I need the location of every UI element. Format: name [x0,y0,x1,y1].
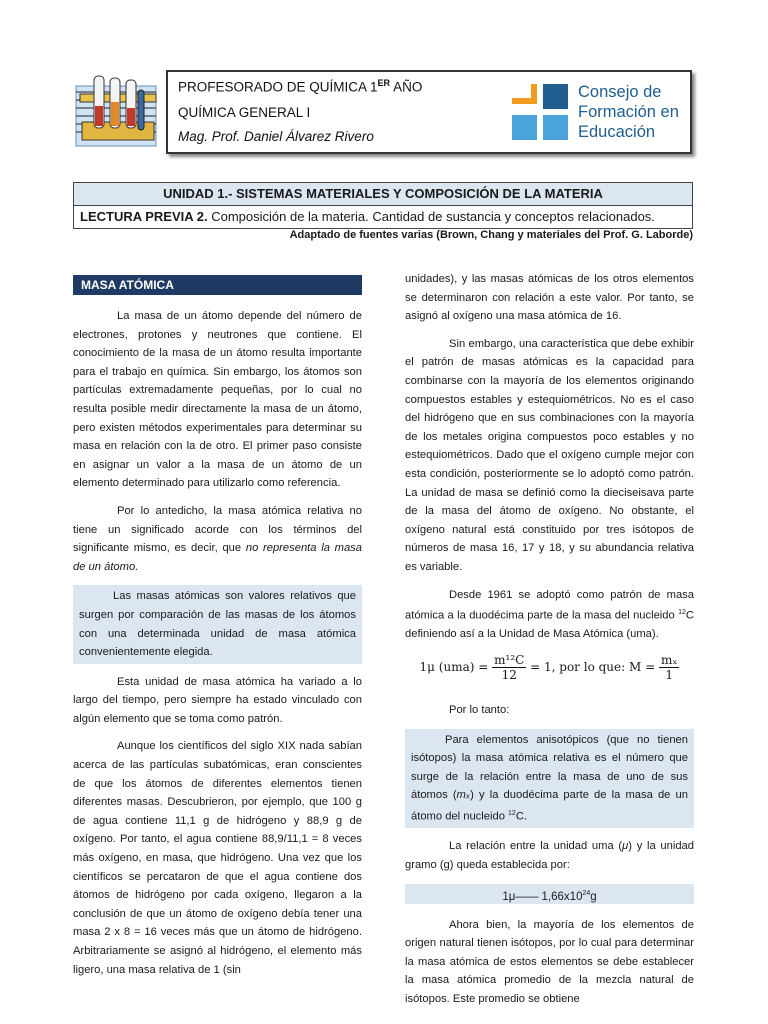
unit-title: UNIDAD 1.- SISTEMAS MATERIALES Y COMPOSICIÓN DE LA MATERIA [74,183,692,206]
uma-gram-equation: 1μ—— $1,66x10^{24}g$ [405,884,694,904]
source-note: Adaptado de fuentes varias (Brown, Chang y materiales del Prof. G. Laborde) [289,229,693,241]
paragraph: Por lo antedicho, la masa atómica relativa no tiene un significado acorde con los términos del significante mismo, es decir, que no representa la masa de un átomo. [73,504,362,573]
header-box [166,70,692,154]
cfe-logo [512,82,692,146]
callout-box: Las masas atómicas son valores relativos que surgen por comparación de las masas de los átomos con una determinada unidad de masa atómica convenientemente elegida. [73,585,362,663]
left-column [73,270,362,988]
course-title: PROFESORADO DE QUÍMICA 1ER AÑO [178,78,423,95]
professor-name: Mag. Prof. Daniel Álvarez Rivero [178,129,374,144]
cfe-logo-text: Consejo de Formación en Educación [578,83,679,141]
callout-box: Para elementos anisotópicos (que no tienen isótopos) la masa atómica relativa es el número que surge de la relación entre la masa de uno de sus átomos (mₓ) y la duodécima parte de la masa de un átomo del nucleido $^{12}$C. [405,729,694,829]
section-heading: MASA ATÓMICA [73,275,362,295]
paragraph: Ahora bien, la mayoría de los elementos de origen natural tienen isótopos, por lo cual para determinar la masa atómica de estos elementos se debe establecer la masa atómica promedio de la mezcla natural de isótopos. Este promedio se obtiene [405,918,694,1005]
title-table [73,182,693,229]
paragraph: Aunque los científicos del siglo XIX nada sabían acerca de las partículas subatómicas, eran conscientes de que los átomos de diferentes elementos tienen diferentes masas. Descubrieron, por ejemplo, que 100 g de agua contiene 11,1 g de hidrógeno y 88,9 g de oxígeno. Por tanto, el agua contiene 88,9/11,1 = 8 veces más oxígeno, en masa, que hidrógeno. Una vez que los científicos se percataron de que el agua contiene dos átomos de hidrógeno por cada oxígeno, llegaron a la conclusión de que un átomo de oxígeno debía tener una masa 2 x 8 = 16 veces más que un átomo de hidrógeno. Arbitrariamente se asignó al hidrógeno, el elemento más ligero, una masa relativa de 1 (sin [73,740,362,976]
paragraph: Sin embargo, una característica que debe exhibir el patrón de masas atómicas es la capacidad para combinarse con la mayoría de los elementos originando compuestos estables y estequiométricos. No es el caso del hidrógeno que en sus combinaciones con la mayoría de los metales origina compuestos poco estables y no estequiométricos. Dado que el oxígeno cumple mejor con esta condición, posteriormente se lo adoptó como patrón. La unidad de masa se definió como la dieciseisava parte de la masa del átomo de oxígeno. No obstante, el oxígeno natural está constituido por tres isótopos de números de masa 16, 17 y 18, y su abundancia relativa es variable. [405,337,694,573]
test-tubes-logo [72,72,162,150]
paragraph: Por lo tanto: [449,704,510,717]
subject-title: QUÍMICA GENERAL I [178,105,311,120]
paragraph: La masa de un átomo depende del número de electrones, protones y neutrones que contiene. El conocimiento de la masa de un átomo resulta importante para el trabajo en química. Sin embargo, los átomos son partículas extremadamente pequeñas, por lo cual no resulta posible medir directamente la masa de un átomo, pero existen métodos experimentales para determinar su masa en relación con la de otro. El primer paso consiste en asignar un valor a la masa de un átomo de un elemento determinado para utilizarlo como referencia. [73,310,362,490]
paragraph: Esta unidad de masa atómica ha variado a lo largo del tiempo, pero siempre ha estado vinculado con algún elemento que se toma como patrón. [73,675,362,725]
lecture-title: LECTURA PREVIA 2. Composición de la materia. Cantidad de sustancia y conceptos relacionados. [80,209,655,224]
cfe-logo-squares [512,84,570,142]
paragraph: unidades), y las masas atómicas de los otros elementos se determinaron con relación a este valor. Por tanto, se asignó al oxígeno una masa atómica de 16. [405,273,694,323]
uma-formula: 1μ (uma) = $\frac{\text{m¹²C}}{12}$ = 1, por lo que: M = $\frac{\text{mₓ}}{1}$ [419,653,678,683]
paragraph: La relación entre la unidad uma (μ) y la unidad gramo (g) queda establecida por: [405,840,694,871]
right-column [405,270,694,1017]
paragraph: Desde 1961 se adoptó como patrón de masa atómica a la duodécima parte de la masa del nucleido $^{12}$C definiendo así a la Unidad de Masa Atómica (uma). [405,588,694,641]
